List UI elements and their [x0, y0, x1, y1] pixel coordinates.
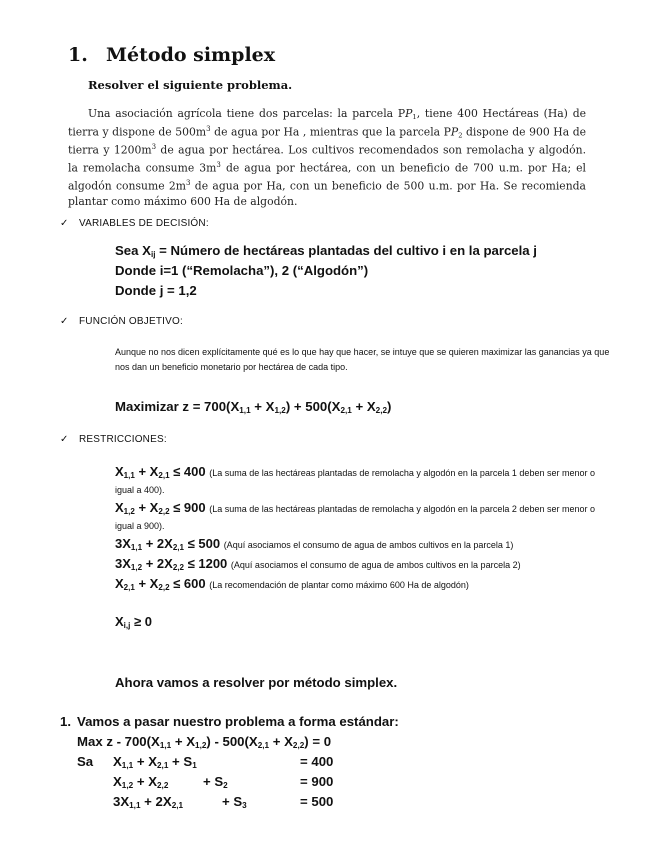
- standard-rhs-1: = 400: [300, 754, 334, 769]
- check-icon: ✓: [60, 316, 69, 327]
- restrictions-heading: ✓ RESTRICCIONES:: [60, 434, 167, 445]
- objective-explanation: Aunque no nos dicen explícitamente qué es lo que hay que hacer, se intuye que se quieren maximizar las ganancias ya que nos dan un beneficio monetario por hectárea de cada tipo.: [115, 347, 610, 372]
- restriction-2: $X_{1,2} + X_{2,2} \le 900$ (La suma de las hectáreas plantadas de remolacha y algodón en la parcela 2 deben ser menor o igual a 900).: [115, 500, 595, 531]
- restriction-4: $3X_{1,2} + 2X_{2,2} \le 1200$ (Aquí asociamos el consumo de agua de ambos cultivos en la parcela 2): [115, 556, 521, 572]
- variables-definition: Sea $X_{ij}$ = Número de hectáreas plantadas del cultivo i en la parcela j: [115, 243, 537, 259]
- check-icon: ✓: [60, 218, 69, 229]
- non-negativity: $X_{i,j} \ge 0$: [115, 614, 152, 630]
- standard-constraint-2: $X_{1,2} + X_{2,2}$: [113, 774, 169, 790]
- section-title-text: Método simplex: [106, 44, 276, 66]
- standard-slack-2: + $S_2$: [203, 774, 228, 790]
- standard-objective: Max $z - 700(X_{1,1} + X_{1,2}) - 500(X_{2,1} + X_{2,2}) = 0$: [77, 734, 332, 750]
- standard-constraint-3: $3X_{1,1} + 2X_{2,1}$: [113, 794, 184, 810]
- problem-statement: Una asociación agrícola tiene dos parcelas: la parcela $PP_1$, tiene 400 Hectáreas (Ha) de tierra y dispone de $500m^3$ de agua por Ha , mientras que la parcela $PP_2$ dispone de 900 Ha de tierra y $1200m^3$ de agua por hectárea. Los cultivos recomendados son remolacha y algodón. la remolacha consume $3m^3$ de agua por hectárea, con un beneficio de 700 u.m. por Ha; el algodón consume $2m^3$ de agua por Ha, con un beneficio de 500 u.m. por Ha. Se recomienda plantar como máximo 600 Ha de algodón.: [68, 107, 587, 209]
- check-icon: ✓: [60, 434, 69, 445]
- sa-label: Sa: [77, 754, 94, 769]
- standard-form-heading: 1. Vamos a pasar nuestro problema a forma estándar:: [60, 714, 399, 729]
- variables-heading: ✓ VARIABLES DE DECISIÓN:: [60, 218, 209, 229]
- section-number: 1.: [68, 44, 88, 66]
- variables-index-i: Donde i=1 (“Remolacha”), 2 (“Algodón”): [115, 263, 369, 278]
- restriction-5: $X_{2,1} + X_{2,2} \le 600$ (La recomendación de plantar como máximo 600 Ha de algodón): [115, 576, 469, 592]
- restriction-1: $X_{1,1} + X_{2,1} \le 400$ (La suma de las hectáreas plantadas de remolacha y algodón en la parcela 1 deben ser menor o igual a 400).: [115, 464, 595, 495]
- variables-index-j: Donde j = 1,2: [115, 283, 197, 298]
- problem-subtitle: Resolver el siguiente problema.: [88, 78, 293, 92]
- standard-rhs-2: = 900: [300, 774, 334, 789]
- objective-function: Maximizar $z = 700(X_{1,1} + X_{1,2}) + 500(X_{2,1} + X_{2,2})$: [115, 399, 392, 415]
- simplex-intro: Ahora vamos a resolver por método simplex.: [115, 675, 398, 690]
- standard-rhs-3: = 500: [300, 794, 334, 809]
- section-title: [68, 44, 275, 66]
- objective-heading: ✓ FUNCIÓN OBJETIVO:: [60, 316, 183, 327]
- standard-constraint-1: $X_{1,1} + X_{2,1} + S_1$: [113, 754, 197, 770]
- restriction-3: $3X_{1,1} + 2X_{2,1} \le 500$ (Aquí asociamos el consumo de agua de ambos cultivos en la parcela 1): [115, 536, 514, 552]
- standard-slack-3: + $S_3$: [222, 794, 247, 810]
